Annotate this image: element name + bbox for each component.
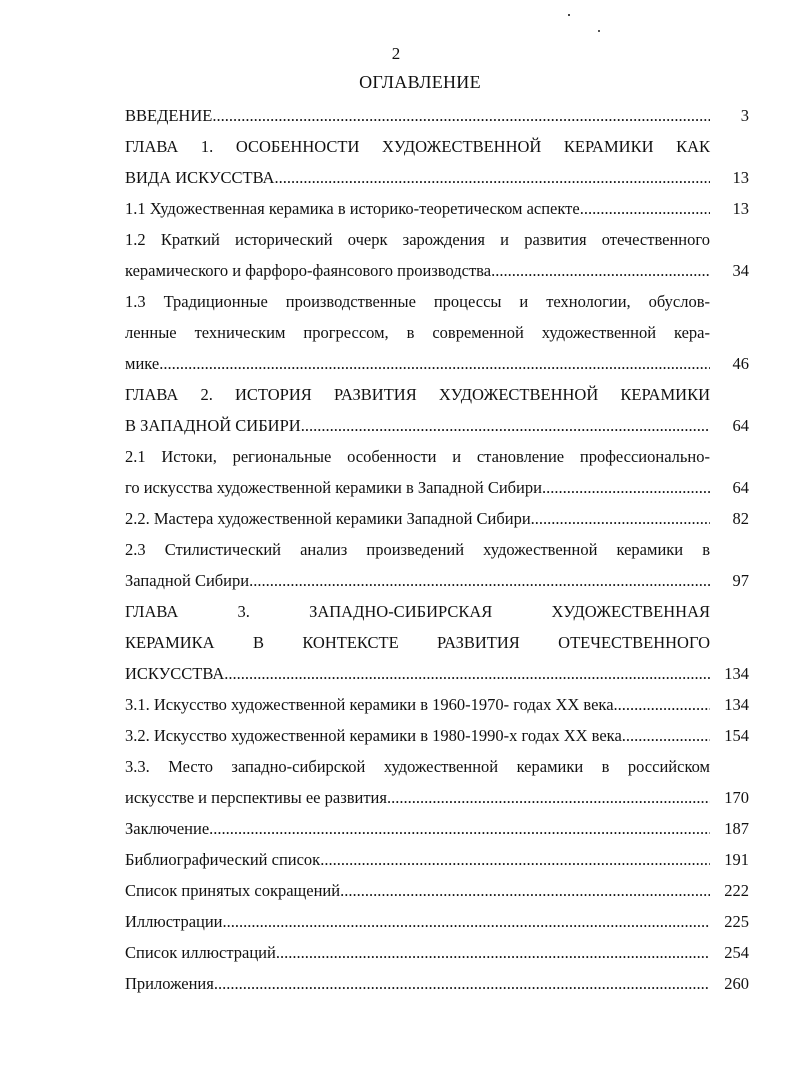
toc-entry-last-line <box>125 162 755 193</box>
toc-entry-title: 3.2. Искусство художественной керамики в 1980-1990-х годах ХХ века <box>125 726 622 745</box>
toc-entry-title: Западной Сибири <box>125 571 250 590</box>
toc-dot-leader <box>320 844 710 875</box>
toc-entry <box>125 534 755 596</box>
toc-dot-leader <box>301 410 710 441</box>
toc-entry <box>125 224 755 286</box>
toc-entry-last-line <box>125 813 755 844</box>
toc-dot-leader <box>340 875 710 906</box>
toc-entry-last-line <box>125 658 755 689</box>
toc-entry <box>125 379 755 441</box>
toc-dot-leader <box>214 968 710 999</box>
toc-entry-title: ИСКУССТВА <box>125 664 225 683</box>
toc-dot-leader <box>209 813 710 844</box>
toc-page-number: 3 <box>740 106 749 125</box>
toc-page-number: 13 <box>732 199 749 218</box>
toc-dot-leader <box>614 689 710 720</box>
page-title: ОГЛАВЛЕНИЕ <box>359 72 481 92</box>
toc-dot-leader <box>223 906 710 937</box>
toc-page-number: 64 <box>732 478 749 497</box>
toc-page-number: 13 <box>732 168 749 187</box>
toc-dot-leader <box>387 782 710 813</box>
toc-entry <box>125 193 755 224</box>
toc-entry-line: 2.3 Стилистический анализ произведений художественной керамики в <box>125 540 710 559</box>
toc-page-number: 260 <box>724 974 749 993</box>
toc-entry <box>125 937 755 968</box>
toc-entry <box>125 689 755 720</box>
toc-entry-title: Заключение <box>125 819 210 838</box>
toc-entry <box>125 751 755 813</box>
toc-entry <box>125 875 755 906</box>
toc-page-number: 64 <box>732 416 749 435</box>
toc-entry-title: искусстве и перспективы ее развития <box>125 788 387 807</box>
toc-entry-last-line <box>125 100 755 131</box>
scan-speck <box>598 30 600 32</box>
toc-entry-line: 2.1 Истоки, региональные особенности и становление профессионально- <box>125 447 710 466</box>
scan-speck <box>568 14 570 16</box>
toc-entry <box>125 596 755 689</box>
toc-page-number: 154 <box>724 726 749 745</box>
toc-dot-leader <box>159 348 710 379</box>
toc-entry-last-line <box>125 875 755 906</box>
toc-entry <box>125 844 755 875</box>
toc-entry-last-line <box>125 906 755 937</box>
toc-page-number: 134 <box>724 695 749 714</box>
toc-entry-last-line <box>125 937 755 968</box>
toc-dot-leader <box>531 503 710 534</box>
toc-entry-title: керамического и фарфоро-фаянсового производства <box>125 261 492 280</box>
toc-entry-line: ГЛАВА 3. ЗАПАДНО-СИБИРСКАЯ ХУДОЖЕСТВЕННАЯ <box>125 602 710 621</box>
toc-entry-last-line <box>125 782 755 813</box>
toc-entry-last-line <box>125 720 755 751</box>
toc-entry <box>125 441 755 503</box>
toc-entry <box>125 720 755 751</box>
toc-entry-last-line <box>125 565 755 596</box>
toc-entry <box>125 100 755 131</box>
toc-dot-leader <box>580 193 710 224</box>
toc-page-number: 191 <box>724 850 749 869</box>
toc-entry <box>125 813 755 844</box>
toc-entry-line: ленные техническим прогрессом, в современной художественной кера- <box>125 323 710 342</box>
table-of-contents <box>125 100 755 999</box>
toc-page-number: 134 <box>724 664 749 683</box>
toc-page-number: 170 <box>724 788 749 807</box>
toc-entry-line: 1.2 Краткий исторический очерк зарождения и развития отечественного <box>125 230 710 249</box>
toc-dot-leader <box>274 162 710 193</box>
toc-entry-line: ГЛАВА 1. ОСОБЕННОСТИ ХУДОЖЕСТВЕННОЙ КЕРАМИКИ КАК <box>125 137 710 156</box>
toc-page-number: 222 <box>724 881 749 900</box>
toc-entry-title: 1.1 Художественная керамика в историко-теоретическом аспекте <box>125 199 580 218</box>
toc-entry <box>125 286 755 379</box>
toc-entry-last-line <box>125 844 755 875</box>
toc-entry-title: го искусства художественной керамики в Западной Сибири <box>125 478 542 497</box>
toc-dot-leader <box>224 658 710 689</box>
toc-entry-last-line <box>125 255 755 286</box>
page-number: 2 <box>391 44 401 63</box>
toc-entry-title: мике <box>125 354 160 373</box>
toc-entry <box>125 968 755 999</box>
toc-page-number: 97 <box>732 571 749 590</box>
toc-entry <box>125 131 755 193</box>
toc-page-number: 187 <box>724 819 749 838</box>
toc-entry-title: 2.2. Мастера художественной керамики Западной Сибири <box>125 509 531 528</box>
toc-entry-title: Список иллюстраций <box>125 943 276 962</box>
toc-page-number: 46 <box>732 354 749 373</box>
toc-entry-line: 1.3 Традиционные производственные процессы и технологии, обуслов- <box>125 292 710 311</box>
toc-entry-title: В ЗАПАДНОЙ СИБИРИ <box>125 416 301 435</box>
toc-entry-title: Иллюстрации <box>125 912 223 931</box>
toc-page-number: 254 <box>724 943 749 962</box>
toc-dot-leader <box>622 720 710 751</box>
toc-entry-title: 3.1. Искусство художественной керамики в 1960-1970- годах ХХ века <box>125 695 614 714</box>
toc-page-number: 225 <box>724 912 749 931</box>
toc-entry-last-line <box>125 410 755 441</box>
toc-dot-leader <box>491 255 710 286</box>
toc-entry-title: ВИДА ИСКУССТВА <box>125 168 275 187</box>
toc-entry-last-line <box>125 472 755 503</box>
toc-entry-last-line <box>125 689 755 720</box>
toc-entry-last-line <box>125 968 755 999</box>
toc-dot-leader <box>276 937 710 968</box>
toc-dot-leader <box>542 472 710 503</box>
toc-entry-last-line <box>125 193 755 224</box>
toc-page-number: 82 <box>732 509 749 528</box>
toc-entry-line: 3.3. Место западно-сибирской художественной керамики в российском <box>125 757 710 776</box>
toc-entry-title: Список принятых сокращений <box>125 881 341 900</box>
toc-entry-last-line <box>125 348 755 379</box>
toc-dot-leader <box>249 565 710 596</box>
toc-entry <box>125 906 755 937</box>
toc-entry-title: Библиографический список <box>125 850 321 869</box>
toc-entry-last-line <box>125 503 755 534</box>
toc-entry-line: КЕРАМИКА В КОНТЕКСТЕ РАЗВИТИЯ ОТЕЧЕСТВЕННОГО <box>125 633 710 652</box>
toc-entry-title: ВВЕДЕНИЕ <box>125 106 213 125</box>
toc-entry <box>125 503 755 534</box>
toc-entry-line: ГЛАВА 2. ИСТОРИЯ РАЗВИТИЯ ХУДОЖЕСТВЕННОЙ КЕРАМИКИ <box>125 385 710 404</box>
toc-dot-leader <box>212 100 710 131</box>
toc-entry-title: Приложения <box>125 974 214 993</box>
toc-page-number: 34 <box>732 261 749 280</box>
